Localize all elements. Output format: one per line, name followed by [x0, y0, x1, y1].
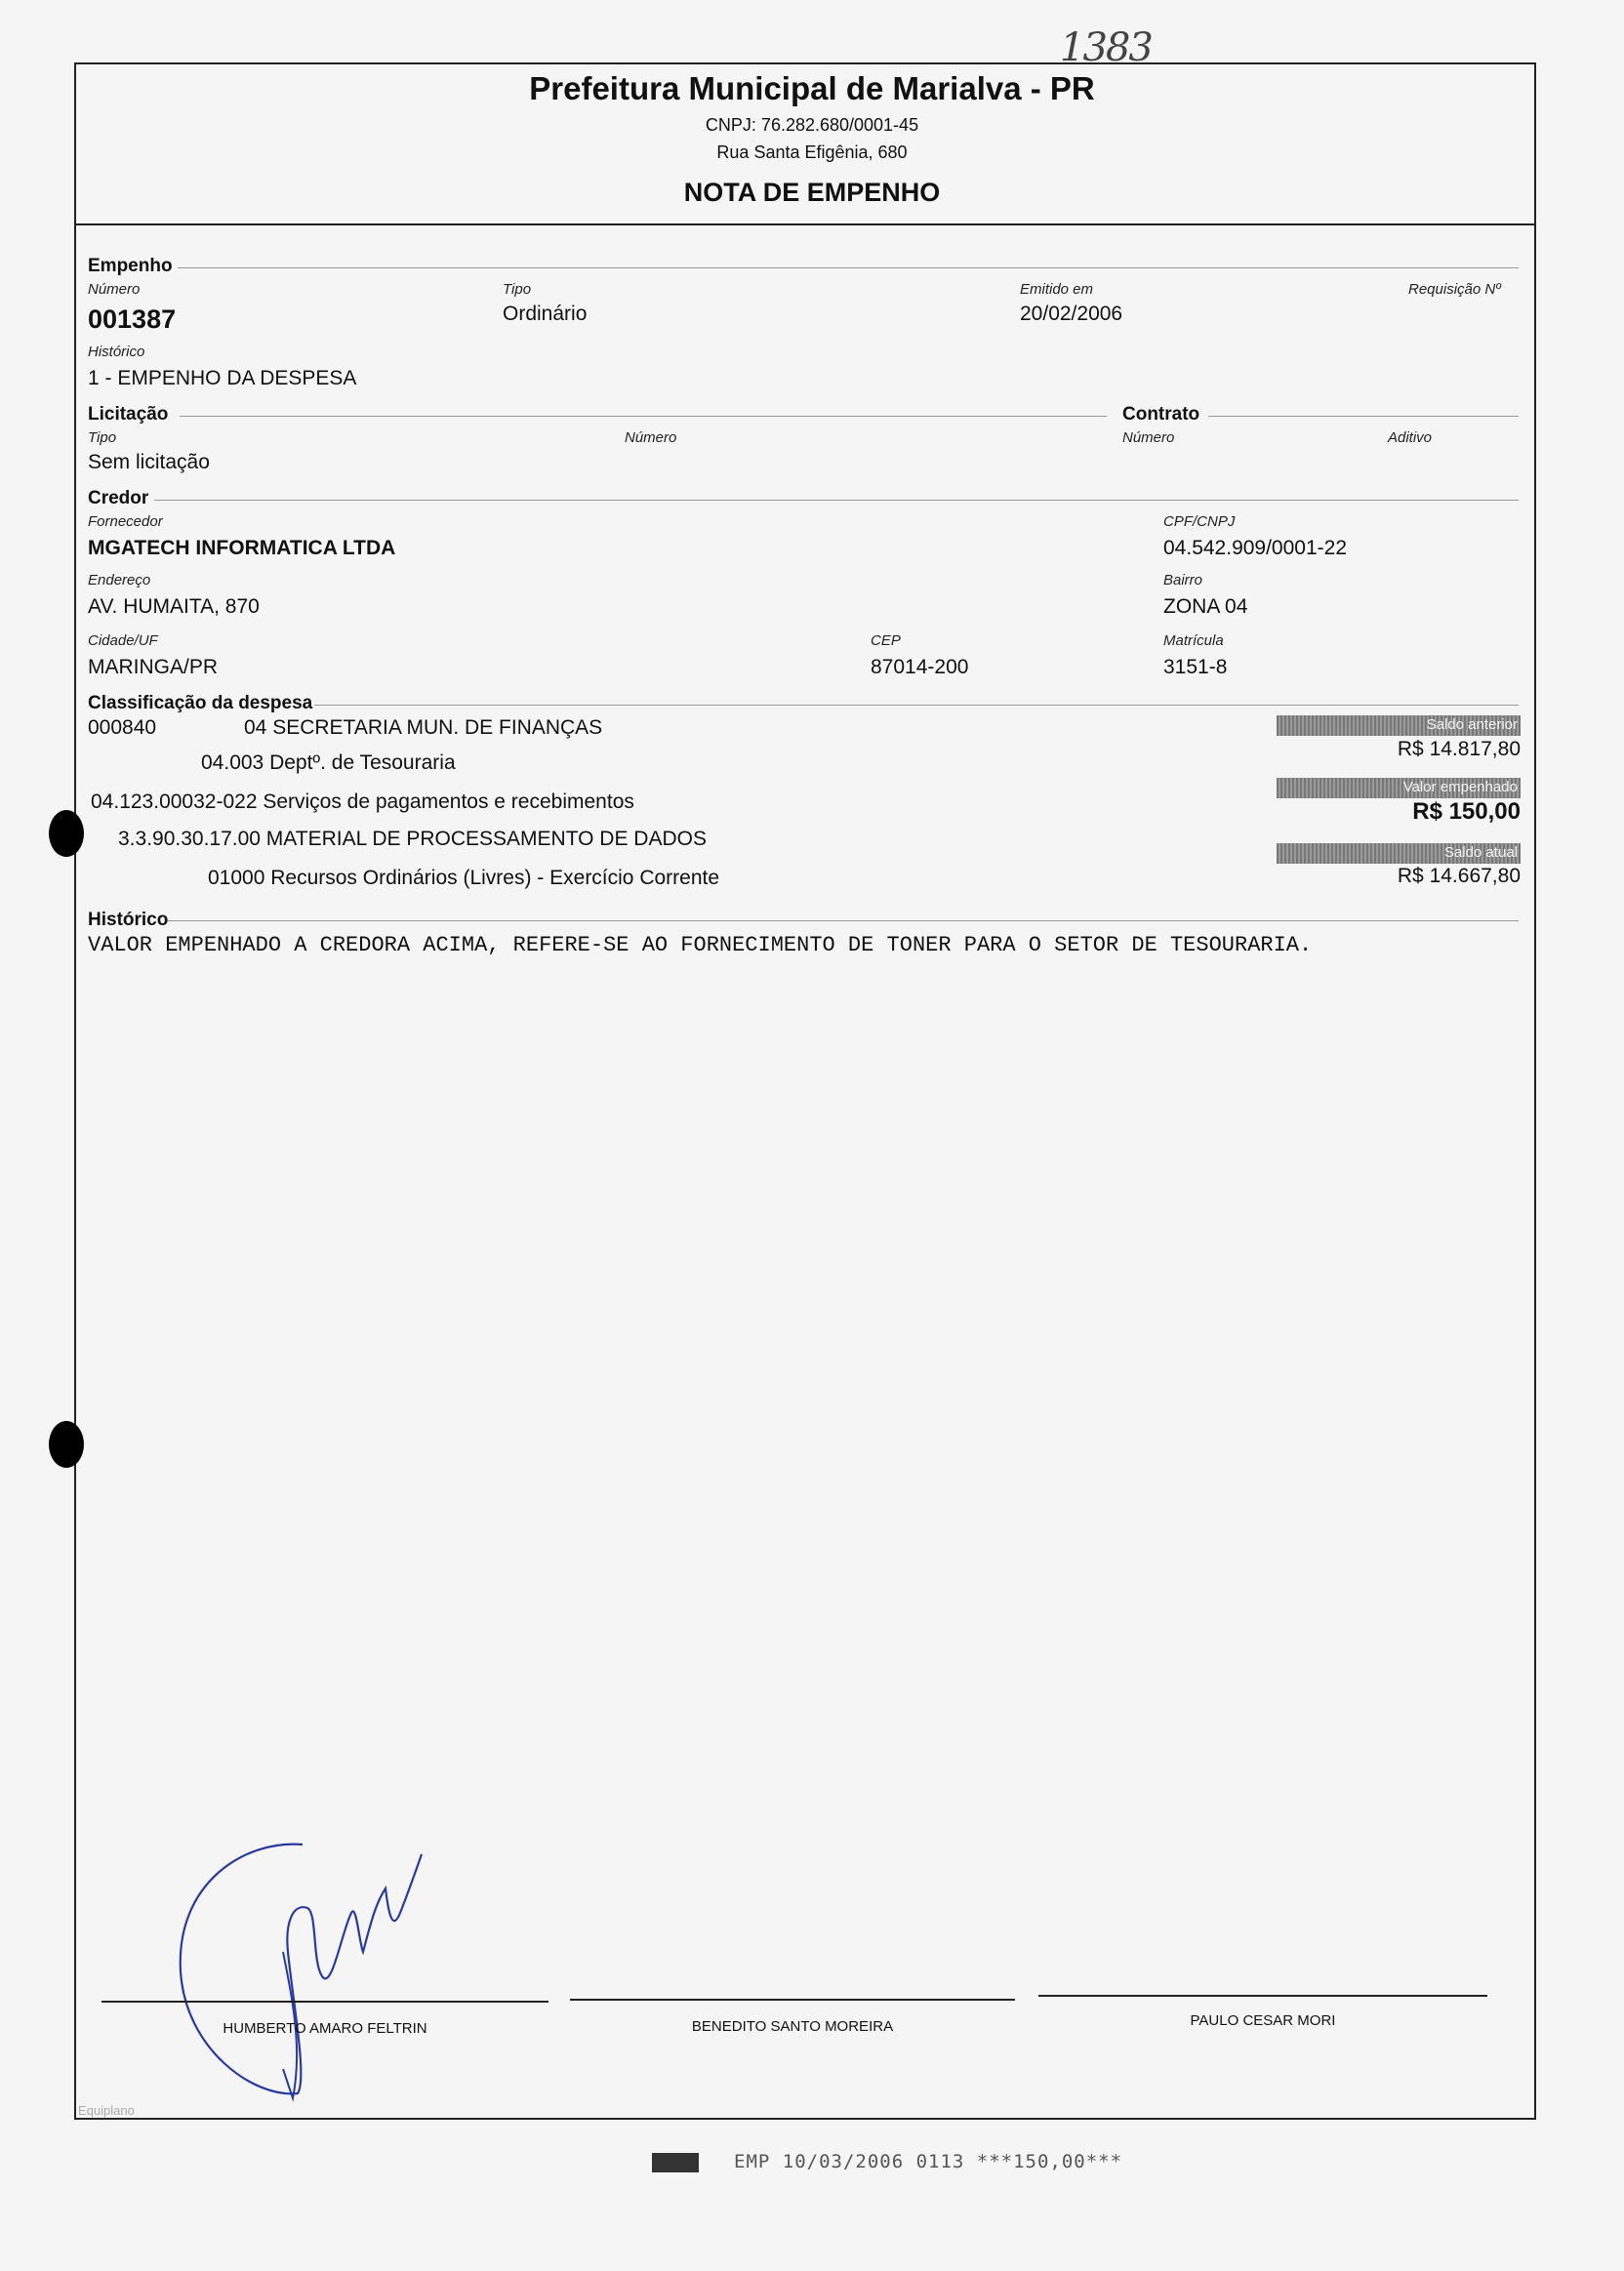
- section-classificacao: Classificação da despesa: [88, 693, 313, 713]
- matricula-label: Matrícula: [1163, 632, 1224, 649]
- licitacao-tipo-value: Sem licitação: [88, 451, 210, 473]
- fornecedor-label: Fornecedor: [88, 513, 163, 530]
- endereco-value: AV. HUMAITA, 870: [88, 595, 260, 618]
- org-address: Rua Santa Efigênia, 680: [716, 142, 908, 162]
- classificacao-orgao: 04 SECRETARIA MUN. DE FINANÇAS: [244, 716, 603, 739]
- cidade-label: Cidade/UF: [88, 632, 158, 649]
- empenho-number: 001387: [88, 304, 177, 334]
- section-licitacao: Licitação: [88, 404, 169, 425]
- valor-empenhado-bar: [1277, 778, 1521, 798]
- tipo-value: Ordinário: [503, 303, 588, 325]
- valor-empenhado-value: R$ 150,00: [1412, 798, 1521, 825]
- software-credit: Equiplano: [78, 2103, 135, 2118]
- valor-empenhado-label: Valor empenhado: [1402, 779, 1518, 795]
- signature-line: [1038, 1995, 1487, 1997]
- signature-line: [570, 1999, 1015, 2001]
- header-divider: [74, 223, 1534, 225]
- numero-label: Número: [88, 281, 141, 298]
- payment-stamp: EMP 10/03/2006 0113 ***150,00***: [734, 2151, 1123, 2172]
- saldo-anterior-bar: [1277, 715, 1521, 736]
- contrato-numero-label: Número: [1122, 429, 1175, 446]
- bairro-value: ZONA 04: [1163, 595, 1248, 618]
- section-historico: Histórico: [88, 910, 169, 930]
- classificacao-code: 000840: [88, 716, 157, 739]
- saldo-atual-bar: [1277, 843, 1521, 864]
- divider: [314, 705, 1519, 706]
- signatory-name: BENEDITO SANTO MOREIRA: [691, 2018, 894, 2035]
- saldo-anterior-label: Saldo anterior: [1426, 716, 1518, 733]
- cidade-value: MARINGA/PR: [88, 656, 219, 678]
- classificacao-unidade: 04.003 Deptº. de Tesouraria: [201, 751, 456, 774]
- cpf-label: CPF/CNPJ: [1163, 513, 1236, 530]
- requisicao-label: Requisição Nº: [1408, 281, 1501, 298]
- tipo-label: Tipo: [503, 281, 532, 298]
- org-name: Prefeitura Municipal de Marialva - PR: [529, 70, 1095, 106]
- saldo-anterior-value: R$ 14.817,80: [1397, 738, 1521, 760]
- saldo-atual-value: R$ 14.667,80: [1397, 865, 1521, 887]
- licitacao-numero-label: Número: [625, 429, 677, 446]
- fornecedor-value: MGATECH INFORMATICA LTDA: [88, 537, 396, 559]
- punch-hole: [49, 1421, 84, 1468]
- historico-empenho-value: 1 - EMPENHO DA DESPESA: [88, 367, 357, 389]
- historico-text: VALOR EMPENHADO A CREDORA ACIMA, REFERE-SE AO FORNECIMENTO DE TONER PARA O SETOR DE TESOURARIA.: [88, 933, 1313, 957]
- signatory-name: PAULO CESAR MORI: [1190, 2012, 1336, 2029]
- classificacao-elemento: 3.3.90.30.17.00 MATERIAL DE PROCESSAMENTO DE DADOS: [118, 828, 707, 850]
- section-credor: Credor: [88, 488, 149, 508]
- bairro-label: Bairro: [1163, 572, 1203, 588]
- divider: [180, 416, 1107, 417]
- punch-hole: [49, 810, 84, 857]
- cpf-value: 04.542.909/0001-22: [1163, 537, 1348, 559]
- section-contrato: Contrato: [1122, 404, 1200, 425]
- contrato-aditivo-label: Aditivo: [1388, 429, 1433, 446]
- classificacao-recurso: 01000 Recursos Ordinários (Livres) - Exercício Corrente: [208, 867, 720, 889]
- matricula-value: 3151-8: [1163, 656, 1228, 678]
- divider: [178, 267, 1519, 268]
- divider: [154, 500, 1519, 501]
- stamp-logo: [652, 2153, 699, 2172]
- signature-scribble: [137, 1805, 449, 2118]
- section-empenho: Empenho: [88, 256, 173, 276]
- cep-label: CEP: [871, 632, 901, 649]
- licitacao-tipo-label: Tipo: [88, 429, 117, 446]
- cep-value: 87014-200: [871, 656, 969, 678]
- saldo-atual-label: Saldo atual: [1443, 844, 1518, 861]
- classificacao-funcional: 04.123.00032-022 Serviços de pagamentos e recebimentos: [91, 791, 634, 813]
- endereco-label: Endereço: [88, 572, 151, 588]
- org-cnpj: CNPJ: 76.282.680/0001-45: [705, 115, 919, 135]
- emitido-value: 20/02/2006: [1020, 303, 1123, 325]
- doc-title: NOTA DE EMPENHO: [683, 178, 941, 207]
- historico-empenho-label: Histórico: [88, 344, 145, 360]
- emitido-label: Emitido em: [1020, 281, 1094, 298]
- divider: [168, 920, 1519, 921]
- handwritten-page-number: 1383: [1060, 25, 1152, 70]
- signature-line: [102, 2001, 548, 2003]
- signatory-name: HUMBERTO AMARO FELTRIN: [223, 2020, 427, 2037]
- divider: [1208, 416, 1519, 417]
